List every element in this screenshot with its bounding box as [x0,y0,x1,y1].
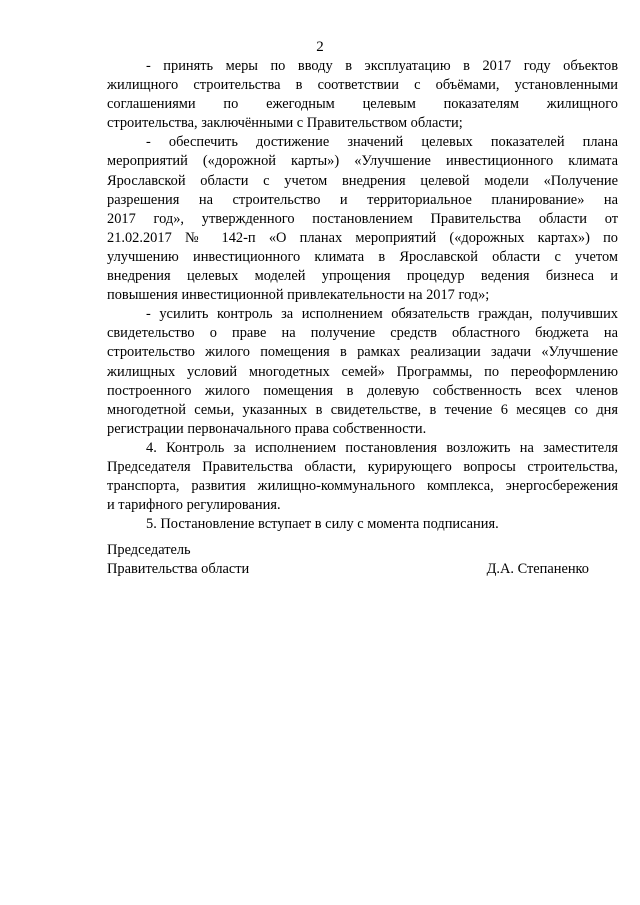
text-line: свидетельство о праве на получение средств областного бюджета на [107,325,618,342]
text-line: жилищных условий многодетных семей» Программы, по переоформлению [107,363,618,380]
text-line: разрешения на строительство и территориальное планирование» на [107,191,618,208]
text-line: Председателя Правительства области, курирующего вопросы строительства, [107,458,618,475]
text-line: мероприятий («дорожной карты») «Улучшение инвестиционного климата [107,153,618,170]
paragraph-item-4 [107,439,618,515]
text-line: регистрации первоначального права собственности. [107,420,427,437]
text-line: - обеспечить достижение значений целевых показателей плана [146,134,618,151]
text-line: Ярославской области с учетом внедрения целевой модели «Получение [107,172,618,189]
text-line: транспорта, развития жилищно-коммунального комплекса, энергосбережения [107,478,618,495]
document-body [107,57,618,534]
text-line: 5. Постановление вступает в силу с момента подписания. [146,516,499,533]
paragraph-control-obligations [107,305,618,439]
text-line: внедрения целевых моделей упрощения процедур ведения бизнеса и [107,268,618,285]
signature-block [107,541,589,579]
text-line: 2017 год», утвержденного постановлением Правительства области от [107,210,618,227]
text-line: 21.02.2017 № 142-п «О планах мероприятий («дорожных картах») по [107,229,618,246]
signature-row [107,560,589,579]
text-line: - принять меры по вводу в эксплуатацию в 2017 году объектов [146,58,618,74]
text-line: строительства, заключёнными с Правительством области; [107,115,463,132]
page-number: 2 [316,39,324,55]
text-line: строительство жилого помещения в рамках реализации задачи «Улучшение [107,344,618,361]
text-line: повышения инвестиционной привлекательности на 2017 год»; [107,287,490,304]
signatory-title-line1: Председатель [107,542,191,558]
text-line: и тарифного регулирования. [107,497,281,514]
text-line: - усилить контроль за исполнением обязательств граждан, получивших [146,306,618,323]
text-line: соглашениями по ежегодным целевым показателям жилищного [107,96,618,113]
text-line: жилищного строительства в соответствии с объёмами, установленными [107,77,618,94]
text-line: 4. Контроль за исполнением постановления возложить на заместителя [146,439,618,456]
text-line: многодетной семьи, указанных в свидетельстве, в течение 6 месяцев со дня [107,401,618,418]
text-line: построенного жилого помещения в долевую собственность всех членов [107,382,618,399]
paragraph-item-5 [107,515,618,534]
paragraph-measures-commissioning [107,57,618,133]
text-line: улучшению инвестиционного климата в Ярославской области с учетом [107,248,618,265]
signatory-title-line2: Правительства области [107,561,250,577]
signatory-name: Д.А. Степаненко [486,561,589,577]
paragraph-roadmap-targets [107,133,618,305]
